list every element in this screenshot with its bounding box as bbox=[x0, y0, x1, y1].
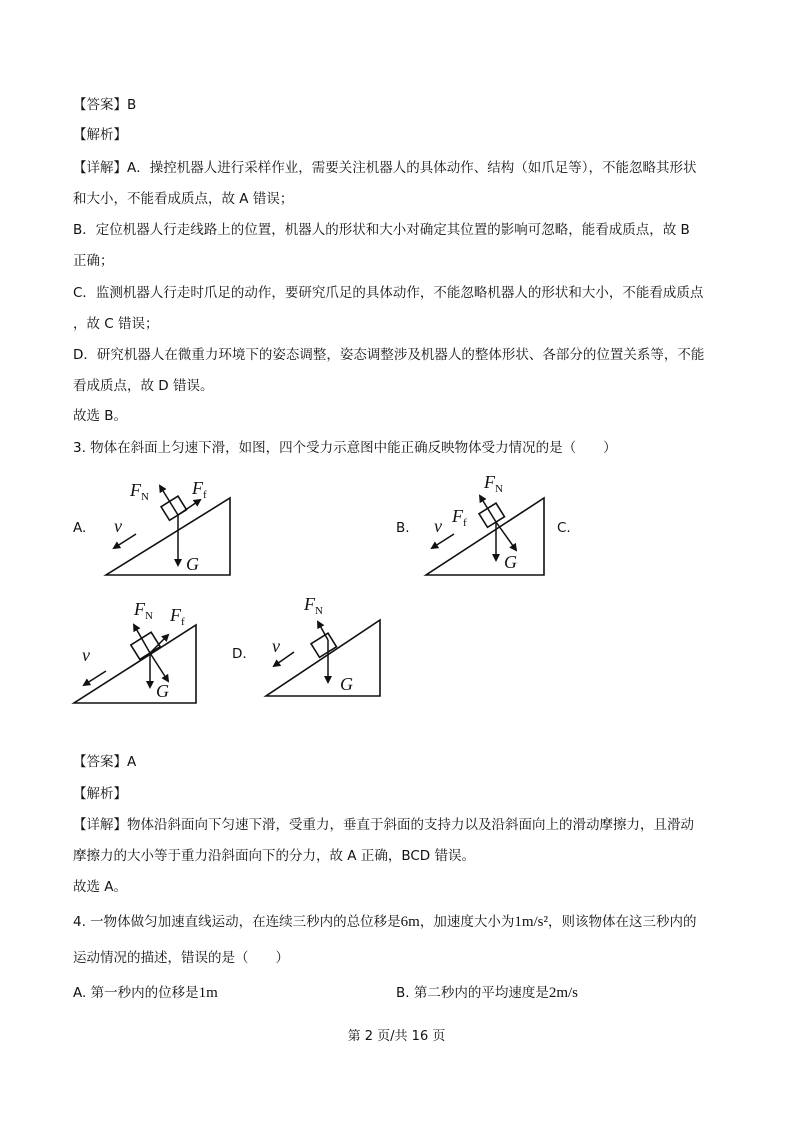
q4-option-b bbox=[396, 983, 578, 1003]
q4-stem-part2: ，加速度大小为 bbox=[419, 914, 515, 930]
g-label: G bbox=[186, 554, 199, 574]
q2-d-line1: D．研究机器人在微重力环境下的姿态调整，姿态调整涉及机器人的整体形状、各部分的位置关系等，不能 bbox=[73, 347, 705, 363]
fn-label: $F_N$ bbox=[484, 472, 503, 495]
q2-b-line2: 正确； bbox=[73, 253, 114, 269]
q3-option-c-label: C. bbox=[557, 520, 571, 536]
q3-detail-line1: 【详解】物体沿斜面向下匀速下滑，受重力，垂直于斜面的支持力以及沿斜面向上的滑动摩擦力，且滑动 bbox=[73, 817, 694, 833]
ff-label: $F_f$ bbox=[170, 605, 185, 628]
page-footer: 第 2 页/共 16 页 bbox=[347, 1029, 446, 1044]
q2-choice: 故选 B。 bbox=[73, 408, 128, 424]
v-label: v bbox=[82, 645, 90, 665]
q3-stem: 3. 物体在斜面上匀速下滑，如图，四个受力示意图中能正确反映物体受力情况的是（ ） bbox=[73, 440, 617, 456]
q4-stem-part3: ，则该物体在这三秒内的 bbox=[548, 914, 697, 930]
fn-label: $F_N$ bbox=[304, 594, 323, 617]
q3-analysis-label: 【解析】 bbox=[73, 786, 127, 802]
g-label: G bbox=[340, 674, 353, 694]
q4-stem-value1: 6m bbox=[400, 914, 420, 930]
v-label: v bbox=[114, 516, 122, 536]
velocity-arrow bbox=[84, 671, 106, 685]
q4-option-a-value: 1m bbox=[198, 985, 218, 1001]
figure-c bbox=[70, 595, 210, 710]
q3-option-b-label: B. bbox=[396, 520, 410, 536]
q3-answer: 【答案】A bbox=[73, 754, 137, 770]
q4-stem-line1 bbox=[73, 912, 697, 932]
perpendicular-component-arrow bbox=[150, 653, 168, 681]
q3-option-d-label: D. bbox=[232, 646, 247, 662]
q3-choice: 故选 A。 bbox=[73, 879, 128, 895]
q2-b-line1: B．定位机器人行走线路上的位置，机器人的形状和大小对确定其位置的影响可忽略，能看成质点，故 B bbox=[73, 222, 690, 238]
g-label: G bbox=[504, 552, 517, 572]
velocity-arrow bbox=[114, 534, 136, 548]
q2-detail-line2: 和大小，不能看成质点，故 A 错误； bbox=[73, 191, 294, 207]
fn-label: $F_N$ bbox=[134, 599, 153, 622]
q4-stem-value2: 1m/s² bbox=[514, 914, 549, 930]
q4-option-b-value: 2m/s bbox=[548, 985, 579, 1001]
figure-d bbox=[262, 590, 387, 700]
q4-stem-line2: 运动情况的描述，错误的是（ ） bbox=[73, 950, 289, 966]
q2-answer: 【答案】B bbox=[73, 97, 137, 113]
q3-detail-line2: 摩擦力的大小等于重力沿斜面向下的分力，故 A 正确，BCD 错误。 bbox=[73, 848, 475, 864]
q2-analysis-label: 【解析】 bbox=[73, 127, 127, 143]
q3-option-a-label: A. bbox=[73, 520, 87, 536]
figure-b bbox=[420, 470, 555, 580]
figure-a bbox=[100, 470, 240, 580]
q2-detail-line1: 【详解】A．操控机器人进行采样作业，需要关注机器人的具体动作、结构（如爪足等），不能忽略其形状 bbox=[73, 160, 697, 176]
fn-label: $F_N$ bbox=[130, 480, 149, 503]
v-label: v bbox=[434, 516, 442, 536]
q4-option-b-text: B. 第二秒内的平均速度是 bbox=[396, 985, 549, 1001]
g-label: G bbox=[156, 681, 169, 701]
q2-c-line2: ，故 C 错误； bbox=[73, 316, 159, 332]
ff-label: $F_f$ bbox=[452, 506, 467, 529]
q2-c-line1: C．监测机器人行走时爪足的动作，要研究爪足的具体动作，不能忽略机器人的形状和大小，不能看成质点 bbox=[73, 285, 704, 301]
incline bbox=[74, 625, 196, 703]
q2-d-line2: 看成质点，故 D 错误。 bbox=[73, 378, 214, 394]
v-label: v bbox=[272, 636, 280, 656]
block bbox=[311, 633, 336, 657]
q4-option-a bbox=[73, 983, 218, 1003]
velocity-arrow bbox=[432, 534, 454, 548]
friction-arrow bbox=[496, 522, 516, 550]
q4-option-a-text: A. 第一秒内的位移是 bbox=[73, 985, 199, 1001]
q4-stem-part1: 4. 一物体做匀加速直线运动，在连续三秒内的总位移是 bbox=[73, 914, 401, 930]
ff-label: $F_f$ bbox=[192, 478, 207, 501]
